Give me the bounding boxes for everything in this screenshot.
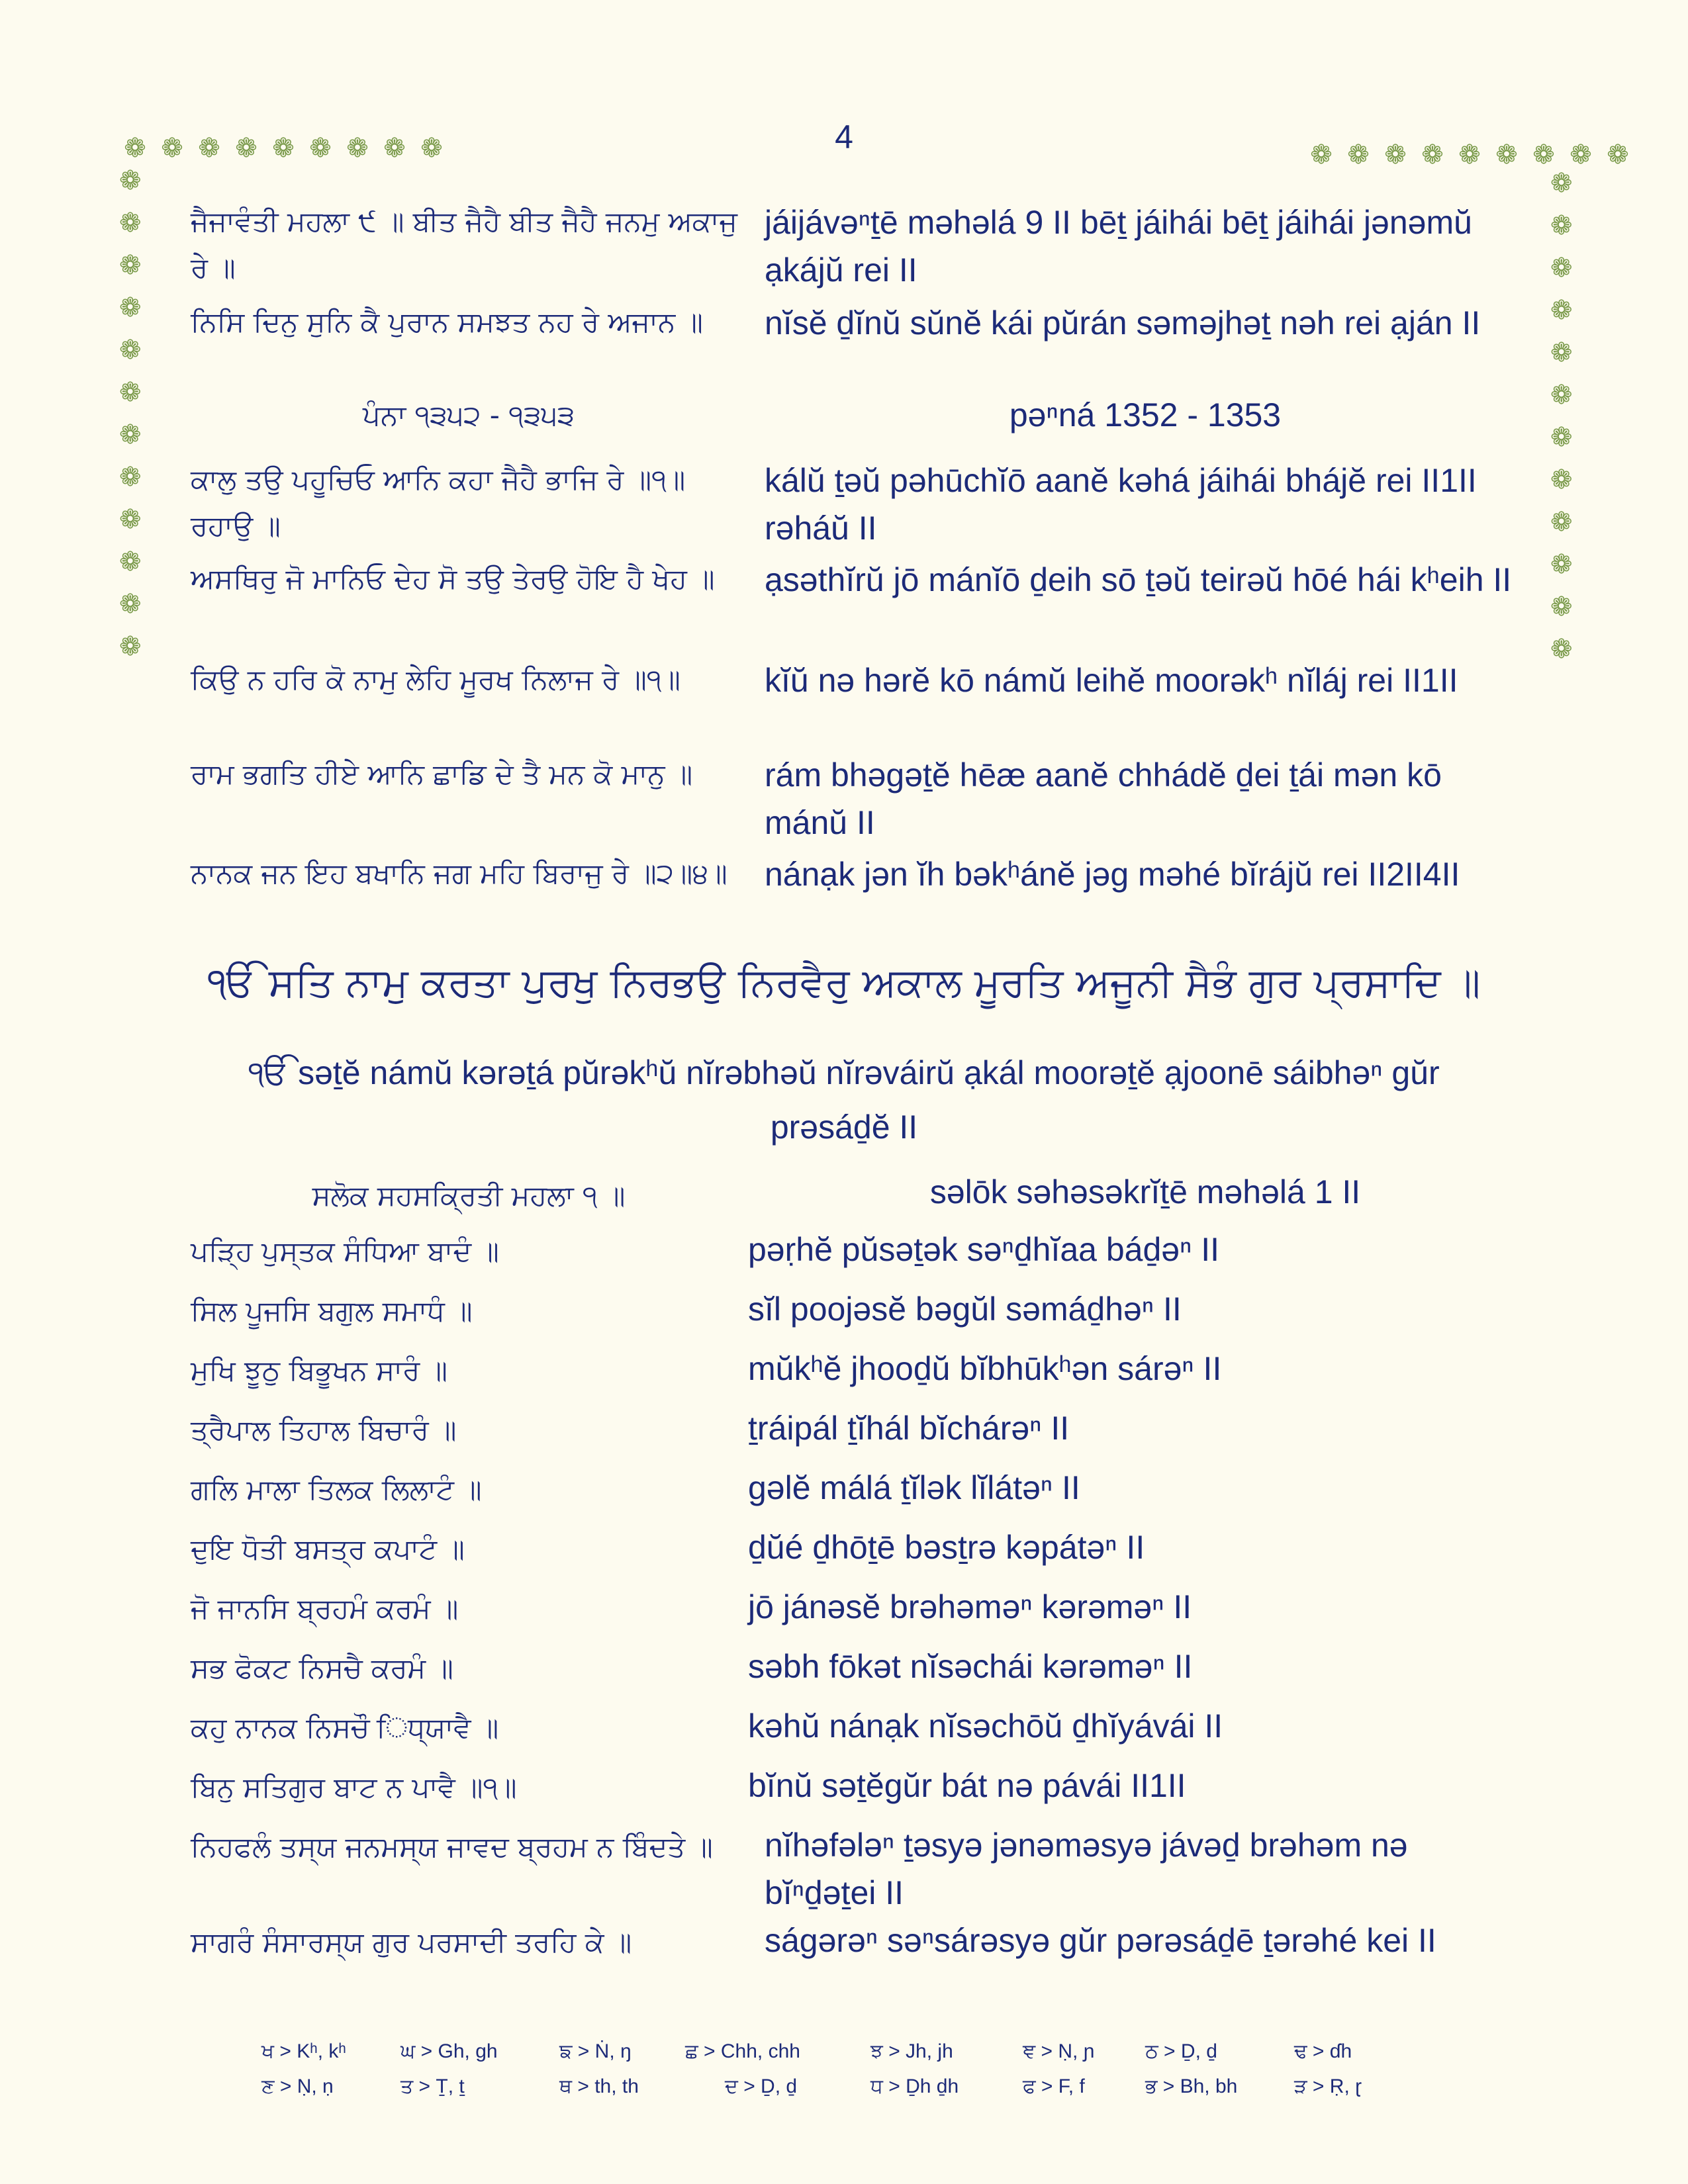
verse-gurmukhi: ਜੈਜਾਵੰਤੀ ਮਹਲਾ ੯ ॥ ਬੀਤ ਜੈਹੈ ਬੀਤ ਜੈਹੈ ਜਨਮੁ ਅਕਾਜੁ ਰੇ ॥ (191, 205, 737, 284)
legend-item: ਛ > Chh, chh (685, 2040, 800, 2062)
mool-mantar-transliteration: ੴ səṯĕ námŭ kərəṯá pŭrəkʰŭ nĭrəbhəŭ nĭrəváirŭ ạkál moorəṯĕ ạjoonē sáibhəⁿ gŭr prəsáḏĕ II (248, 1054, 1440, 1146)
flower-icon: ❁ (1421, 140, 1444, 170)
flower-icon: ❁ (1550, 549, 1573, 580)
shalok-transliteration: səbh fōkət nĭsəchái kərəməⁿ II (748, 1648, 1193, 1685)
flower-icon: ❁ (124, 133, 146, 163)
flower-icon: ❁ (119, 165, 142, 196)
flower-icon: ❁ (346, 133, 369, 163)
verse-transliteration: nĭsĕ ḏĭnŭ sŭnĕ kái pŭrán səməjhəṯ nəh rei ạján II (765, 304, 1481, 341)
legend-item: ਞ > Ṇ, ɲ (1023, 2040, 1095, 2062)
shalok-gurmukhi: ਮੁਖਿ ਝੂਠੁ ਬਿਭੂਖਨ ਸਾਰੰ ॥ (191, 1354, 447, 1387)
flower-ornament-top-right (1309, 142, 1630, 168)
shalok-gurmukhi: ਦੁਇ ਧੋਤੀ ਬਸਤ੍ਰ ਕਪਾਟੰ ॥ (191, 1533, 465, 1565)
flower-icon: ❁ (1550, 338, 1573, 368)
flower-icon: ❁ (119, 547, 142, 577)
flower-icon: ❁ (1550, 210, 1573, 241)
flower-icon: ❁ (1550, 507, 1573, 537)
shalok-transliteration: mŭkʰĕ jhooḏŭ bĭbhūkʰən sárəⁿ II (748, 1350, 1222, 1387)
flower-icon: ❁ (119, 631, 142, 662)
flower-icon: ❁ (1550, 295, 1573, 326)
flower-icon: ❁ (119, 589, 142, 619)
legend-item: ਥ > th, th (559, 2075, 639, 2097)
shalok-transliteration: pəṛhĕ pŭsəṯək səⁿḏhĭaa báḏəⁿ II (748, 1231, 1219, 1268)
flower-icon: ❁ (1550, 380, 1573, 410)
flower-icon: ❁ (272, 133, 295, 163)
mool-mantar-gurmukhi: ੴ ਸਤਿ ਨਾਮੁ ਕਰਤਾ ਪੁਰਖੁ ਨਿਰਭਉ ਨਿਰਵੈਰੁ ਅਕਾਲ ਮੂਰਤਿ ਅਜੂਨੀ ਸੈਭੰ ਗੁਰ ਪ੍ਰਸਾਦਿ ॥ (207, 960, 1481, 1006)
legend-item: ਖ > Kʰ, kʰ (261, 2040, 346, 2062)
verse-gurmukhi: ਰਾਮ ਭਗਤਿ ਹੀਏ ਆਨਿ ਛਾਡਿ ਦੇ ਤੈ ਮਨ ਕੋ ਮਾਨੁ ॥ (191, 758, 693, 790)
flower-icon: ❁ (235, 133, 258, 163)
flower-icon: ❁ (119, 293, 142, 323)
verse-transliteration: ạsəthĭrŭ jō mánĭō ḏeih sō ṯəŭ teirəŭ hōé hái kʰeih II (765, 561, 1512, 598)
flower-ornament-top-left (123, 135, 444, 161)
shalok-gurmukhi: ਬਿਨੁ ਸਤਿਗੁਰ ਬਾਟ ਨ ਪਾਵੈ ॥੧॥ (191, 1771, 517, 1803)
shalok-gurmukhi: ਨਿਹਫਲੰ ਤਸ੍ਯ ਜਨਮਸ੍ਯ ਜਾਵਦ ਬ੍ਰਹਮ ਨ ਬਿੰਦਤੇ ॥ (191, 1831, 713, 1863)
flower-icon: ❁ (119, 504, 142, 535)
legend-item: ਝ > Jh, jh (870, 2040, 953, 2062)
verse-gurmukhi: ਨਿਸਿ ਦਿਨੁ ਸੁਨਿ ਕੈ ਪੁਰਾਨ ਸਮਝਤ ਨਹ ਰੇ ਅਜਾਨ ॥ (191, 306, 703, 338)
legend-item: ਣ > Ṇ, ṇ (261, 2075, 334, 2097)
flower-icon: ❁ (420, 133, 443, 163)
flower-icon: ❁ (1310, 140, 1333, 170)
legend-item: ਘ > Gh, gh (400, 2040, 498, 2062)
flower-icon: ❁ (119, 335, 142, 365)
shalok-gurmukhi: ਤ੍ਰੈਪਾਲ ਤਿਹਾਲ ਬਿਚਾਰੰ ॥ (191, 1414, 457, 1446)
flower-icon: ❁ (1495, 140, 1518, 170)
shalok-gurmukhi: ਪੜ੍ਹਿ ਪੁਸ੍ਤਕ ਸੰਧਿਆ ਬਾਦੰ ॥ (191, 1235, 499, 1267)
verse-transliteration: nánạk jən ĭh bəkʰánĕ jəg məhé bĭrájŭ rei II2II4II (765, 856, 1460, 893)
shalok-gurmukhi: ਗਲਿ ਮਾਲਾ ਤਿਲਕ ਲਿਲਾਟੰ ॥ (191, 1473, 482, 1506)
verse-gurmukhi: ਕਿਉ ਨ ਹਰਿ ਕੋ ਨਾਮੁ ਲੇਹਿ ਮੂਰਖ ਨਿਲਾਜ ਰੇ ॥੧॥ (191, 663, 680, 696)
legend-item: ਤ > Ṯ, ṯ (400, 2075, 465, 2097)
legend-item: ਦ > Ḏ, ḏ (725, 2075, 798, 2097)
shalok-transliteration: sĭl poojəsĕ bəgŭl səmáḏhəⁿ II (748, 1291, 1182, 1328)
section-heading-transliteration: səlōk səhəsəkrĭṯē məhəlá 1 II (929, 1173, 1361, 1210)
legend-item: ਢ > ɗh (1294, 2040, 1352, 2062)
shalok-gurmukhi: ਜੋ ਜਾਨਸਿ ਬ੍ਰਹਮੰ ਕਰਮੰ ॥ (191, 1592, 459, 1625)
flower-icon: ❁ (1550, 465, 1573, 495)
flower-icon: ❁ (119, 208, 142, 238)
flower-icon: ❁ (383, 133, 406, 163)
flower-ornament-left (119, 165, 142, 662)
flower-icon: ❁ (1550, 592, 1573, 622)
legend-item: ੜ > Ṛ, ɽ (1294, 2075, 1362, 2097)
legend-item: ਙ > Ṅ, ŋ (559, 2040, 632, 2062)
shalok-gurmukhi: ਸਾਗਰੰ ਸੰਸਾਰਸ੍ਯ ਗੁਰ ਪਰਸਾਦੀ ਤਰਹਿ ਕੇ ॥ (191, 1926, 632, 1958)
flower-ornament-right (1550, 168, 1573, 664)
shalok-transliteration: gəlĕ málá ṯĭlək lĭlátəⁿ II (748, 1469, 1080, 1506)
shalok-transliteration: bĭnŭ səṯĕgŭr bát nə pávái II1II (748, 1767, 1186, 1804)
page-range-gurmukhi: ਪੰਨਾ ੧੩੫੨ - ੧੩੫੩ (362, 399, 575, 432)
shalok-gurmukhi: ਕਹੁ ਨਾਨਕ ਨਿਸਚੌ ਿਧ੍ਯਾਵੈ ॥ (191, 1711, 499, 1744)
flower-icon: ❁ (119, 420, 142, 450)
flower-icon: ❁ (119, 377, 142, 408)
flower-icon: ❁ (119, 462, 142, 492)
verse-gurmukhi: ਕਾਲੁ ਤਉ ਪਹੂਚਿਓ ਆਨਿ ਕਹਾ ਜੈਹੈ ਭਾਜਿ ਰੇ ॥੧॥ ਰਹਾਉ ॥ (191, 463, 686, 542)
verse-gurmukhi: ਅਸਥਿਰੁ ਜੋ ਮਾਨਿਓ ਦੇਹ ਸੋ ਤਉ ਤੇਰਉ ਹੋਇ ਹੈ ਖੇਹ ॥ (191, 563, 715, 595)
flower-icon: ❁ (1532, 140, 1555, 170)
shalok-transliteration: ḏŭé ḏhōṯē bəsṯrə kəpátəⁿ II (748, 1529, 1145, 1566)
verse-transliteration: kĭŭ nə hərĕ kō námŭ leihĕ moorəkʰ nĭláj rei II1II (765, 662, 1458, 699)
legend-item: ਠ > Ḏ, ḏ (1145, 2040, 1217, 2062)
flower-icon: ❁ (161, 133, 183, 163)
flower-icon: ❁ (1550, 168, 1573, 199)
verse-transliteration: jáijávəⁿṯē məhəlá 9 II bēṯ jáihái bēṯ jáihái jənəmŭ ạkájŭ rei II (765, 204, 1472, 289)
flower-icon: ❁ (198, 133, 220, 163)
verse-transliteration: rám bhəgəṯĕ hēæ aanĕ chhádĕ ḏei ṯái mən kō mánŭ II (765, 756, 1442, 841)
shalok-transliteration: kəhŭ nánạk nĭsəchōŭ ḏhĭyávái II (748, 1707, 1223, 1745)
shalok-gurmukhi: ਸਭ ਫੋਕਟ ਨਿਸਚੈ ਕਰਮੰ ॥ (191, 1652, 453, 1684)
shalok-transliteration: jō jánəsĕ brəhəməⁿ kərəməⁿ II (748, 1588, 1192, 1625)
legend-item: ਭ > Bh, bh (1145, 2075, 1238, 2097)
shalok-transliteration: nĭhəfələⁿ ṯəsyə jənəməsyə jávəḏ brəhəm nə bĭⁿḏəṯei II (765, 1827, 1408, 1911)
page-range-transliteration: pəⁿná 1352 - 1353 (1009, 396, 1282, 433)
flower-icon: ❁ (1550, 422, 1573, 453)
legend-item: ਧ > Ḏh ḏh (870, 2075, 959, 2097)
flower-icon: ❁ (1347, 140, 1370, 170)
page-number: 4 (835, 118, 853, 156)
flower-icon: ❁ (1550, 253, 1573, 283)
flower-icon: ❁ (1570, 140, 1592, 170)
verse-gurmukhi: ਨਾਨਕ ਜਨ ਇਹ ਬਖਾਨਿ ਜਗ ਮਹਿ ਬਿਰਾਜੁ ਰੇ ॥੨॥੪॥ (191, 857, 727, 889)
shalok-transliteration: ságərəⁿ səⁿsárəsyə gŭr pərəsáḏē ṯərəhé kei II (765, 1922, 1436, 1959)
flower-icon: ❁ (1458, 140, 1481, 170)
flower-icon: ❁ (119, 250, 142, 281)
shalok-gurmukhi: ਸਿਲ ਪੂਜਸਿ ਬਗੁਲ ਸਮਾਧੰ ॥ (191, 1295, 473, 1327)
flower-icon: ❁ (1384, 140, 1407, 170)
flower-icon: ❁ (1607, 140, 1629, 170)
shalok-transliteration: ṯráipál ṯĭhál bĭchárəⁿ II (748, 1410, 1070, 1447)
legend-item: ਫ > F, f (1023, 2075, 1085, 2097)
section-heading-gurmukhi: ਸਲੋਕ ਸਹਸਕ੍ਰਿਤੀ ਮਹਲਾ ੧ ॥ (312, 1179, 626, 1212)
verse-transliteration: kálŭ ṯəŭ pəhūchĭō aanĕ kəhá jáihái bhájĕ rei II1II rəháŭ II (765, 462, 1477, 547)
flower-icon: ❁ (309, 133, 332, 163)
flower-icon: ❁ (1550, 634, 1573, 664)
